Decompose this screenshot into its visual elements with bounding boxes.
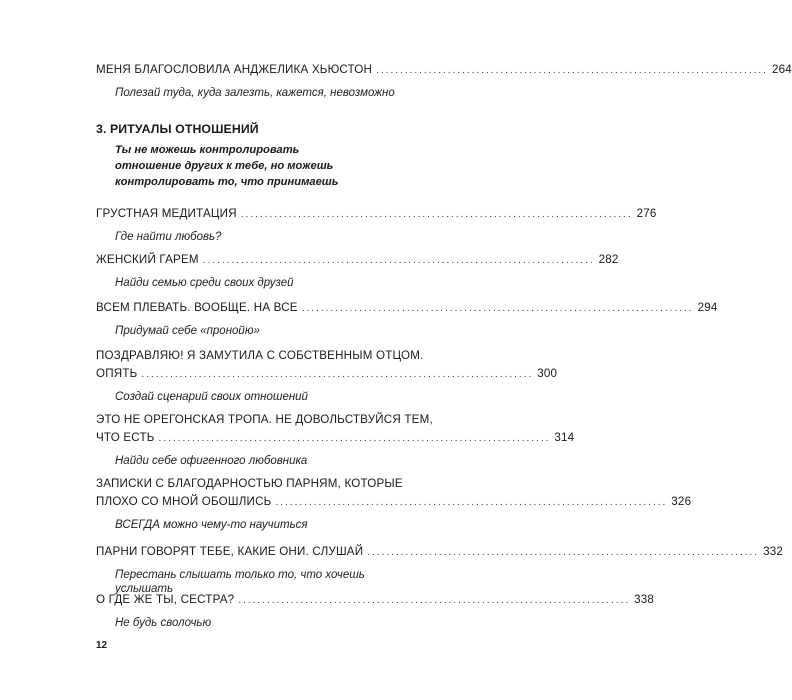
toc-entry-subtitle: Создай сценарий своих отношений [115, 391, 308, 403]
toc-entry [96, 413, 575, 468]
toc-entry-line [96, 545, 784, 560]
toc-entry-line [96, 593, 655, 608]
toc-entry-line [96, 207, 657, 222]
toc-entry-line [96, 63, 792, 78]
toc-entry [96, 301, 718, 338]
toc-entry-subtitle: Найди себе офигенного любовника [115, 455, 308, 467]
dot-leader: .................................................................................. [141, 369, 534, 380]
toc-entry-subtitle: Перестань слышать только то, что хочешь услышать [115, 569, 365, 595]
dot-leader: .................................................................................. [301, 303, 694, 314]
toc-entry-title-line1: ЭТО НЕ ОРЕГОНСКАЯ ТРОПА. НЕ ДОВОЛЬСТВУЙСЯ ТЕМ, [96, 413, 433, 426]
toc-entry [96, 207, 657, 244]
toc-entry-title-line2: ПЛОХО СО МНОЙ ОБОШЛИСЬ [96, 495, 272, 508]
toc-entry-page: 276 [636, 207, 657, 220]
toc-entry-page: 332 [763, 545, 784, 558]
toc-entry-page: 314 [554, 431, 575, 444]
toc-entry-line [96, 367, 558, 382]
toc-entry-page: 264 [771, 63, 792, 76]
toc-entry-line [96, 431, 575, 446]
toc-entry [96, 545, 784, 596]
toc-entry-line [96, 301, 718, 316]
toc-entry-title: МЕНЯ БЛАГОСЛОВИЛА АНДЖЕЛИКА ХЬЮСТОН [96, 63, 373, 76]
toc-entry-subtitle: Найди семью среди своих друзей [115, 277, 294, 289]
toc-entry [96, 593, 655, 630]
toc-entry-title: ЖЕНСКИЙ ГАРЕМ [96, 253, 199, 266]
section-description: Ты не можешь контролировать отношение других к тебе, но можешь контролировать то, что принимаешь [115, 144, 339, 188]
toc-entry-subtitle: Полезай туда, куда залезть, кажется, невозможно [115, 87, 395, 99]
toc-entry-page: 326 [671, 495, 692, 508]
dot-leader: .................................................................................. [376, 65, 768, 76]
toc-entry-page: 294 [697, 301, 718, 314]
toc-entry-title: ГРУСТНАЯ МЕДИТАЦИЯ [96, 207, 237, 220]
dot-leader: .................................................................................. [238, 595, 631, 606]
toc-entry-line [96, 253, 619, 268]
dot-leader: .................................................................................. [158, 433, 551, 444]
dot-leader: .................................................................................. [367, 547, 760, 558]
dot-leader: .................................................................................. [275, 497, 668, 508]
toc-entry-line [96, 495, 692, 510]
dot-leader: .................................................................................. [202, 255, 595, 266]
toc-entry [96, 63, 792, 100]
toc-entry-title-line1: ЗАПИСКИ С БЛАГОДАРНОСТЬЮ ПАРНЯМ, КОТОРЫЕ [96, 477, 403, 490]
toc-entry-subtitle: Не будь сволочью [115, 617, 212, 629]
toc-entry [96, 477, 692, 532]
page-number: 12 [96, 640, 108, 651]
toc-entry [96, 253, 619, 290]
toc-entry-page: 300 [537, 367, 558, 380]
toc-entry-title-line1: ПОЗДРАВЛЯЮ! Я ЗАМУТИЛА С СОБСТВЕННЫМ ОТЦОМ. [96, 349, 424, 362]
toc-entry-title-line2: ОПЯТЬ [96, 367, 138, 380]
toc-entry-title: О ГДЕ ЖЕ ТЫ, СЕСТРА? [96, 593, 235, 606]
toc-entry [96, 349, 558, 404]
toc-entry-subtitle: ВСЕГДА можно чему-то научиться [115, 519, 308, 531]
toc-entry-subtitle: Где найти любовь? [115, 231, 222, 243]
toc-entry-subtitle: Придумай себе «пронойю» [115, 325, 260, 337]
toc-entry-title-line2: ЧТО ЕСТЬ [96, 431, 155, 444]
toc-entry-page: 338 [634, 593, 655, 606]
section-heading: 3. РИТУАЛЫ ОТНОШЕНИЙ [96, 122, 259, 136]
dot-leader: .................................................................................. [240, 209, 633, 220]
toc-entry-page: 282 [598, 253, 619, 266]
toc-entry-title: ВСЕМ ПЛЕВАТЬ. ВООБЩЕ. НА ВСЕ [96, 301, 298, 314]
toc-entry-title: ПАРНИ ГОВОРЯТ ТЕБЕ, КАКИЕ ОНИ. СЛУШАЙ [96, 545, 364, 558]
